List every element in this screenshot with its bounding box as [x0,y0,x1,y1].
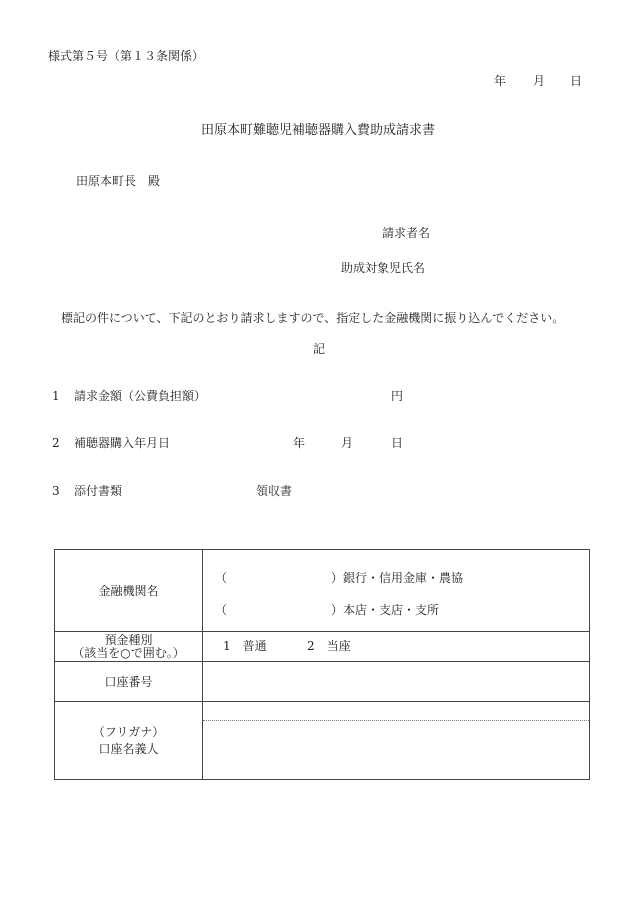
account-number-label: 口座番号 [55,662,203,702]
table-row [55,632,590,662]
account-number-field[interactable] [203,662,590,702]
item-label: 請求金額（公費負担額） [74,389,207,403]
branch-types: ）本店・支店・支所 [331,602,440,617]
item-number: 3 [52,484,60,498]
document-title: 田原本町難聴児補聴器購入費助成請求書 [201,123,436,138]
account-holder-input[interactable] [203,721,589,779]
deposit-type-label-line1: 預金種別 [104,632,153,647]
body-text: 標記の件について、下記のとおり請求しますので、指定した金融機関に振り込んでください。 [61,311,565,325]
account-holder-label [55,702,203,780]
purchase-day-label: 日 [391,436,404,450]
deposit-option-current[interactable]: 2 当座 [307,639,351,653]
deposit-type-field[interactable] [203,632,590,662]
item-label: 補聴器購入年月日 [74,436,171,450]
item-label: 添付書類 [74,484,123,498]
bank-name-label: 金融機関名 [55,550,203,632]
date-day-label: 日 [570,74,583,88]
branch-line [203,596,589,618]
deposit-type-label-line2: （該当を○で囲む。） [72,645,185,660]
branch-open-paren: （ [215,602,228,617]
bank-open-paren: （ [215,570,228,585]
deposit-type-label [55,632,203,662]
item-number: 1 [52,389,60,403]
bank-line [203,564,589,586]
purchase-year-label: 年 [293,436,306,450]
table-row [55,662,590,702]
bank-info-table [54,549,590,780]
bank-types: ）銀行・信用金庫・農協 [331,570,464,585]
item-number: 2 [52,436,60,450]
purchase-month-label: 月 [341,436,354,450]
yen-unit: 円 [391,389,404,403]
ki-heading: 記 [313,342,326,356]
attachment-value: 領収書 [256,484,293,498]
account-holder-field[interactable] [203,702,590,780]
table-row [55,702,590,780]
furigana-label: （フリガナ） [92,724,165,739]
table-row [55,550,590,632]
furigana-input[interactable] [203,702,589,721]
deposit-option-ordinary[interactable]: 1 普通 [223,639,267,653]
bank-name-field[interactable] [203,550,590,632]
subject-child-label: 助成対象児氏名 [341,261,426,275]
date-year-label: 年 [494,74,507,88]
date-month-label: 月 [533,74,546,88]
addressee: 田原本町長 殿 [76,174,161,188]
account-holder-label-text: 口座名義人 [98,741,159,756]
form-number: 様式第５号（第１３条関係） [48,49,205,63]
claimant-label: 請求者名 [382,226,431,240]
